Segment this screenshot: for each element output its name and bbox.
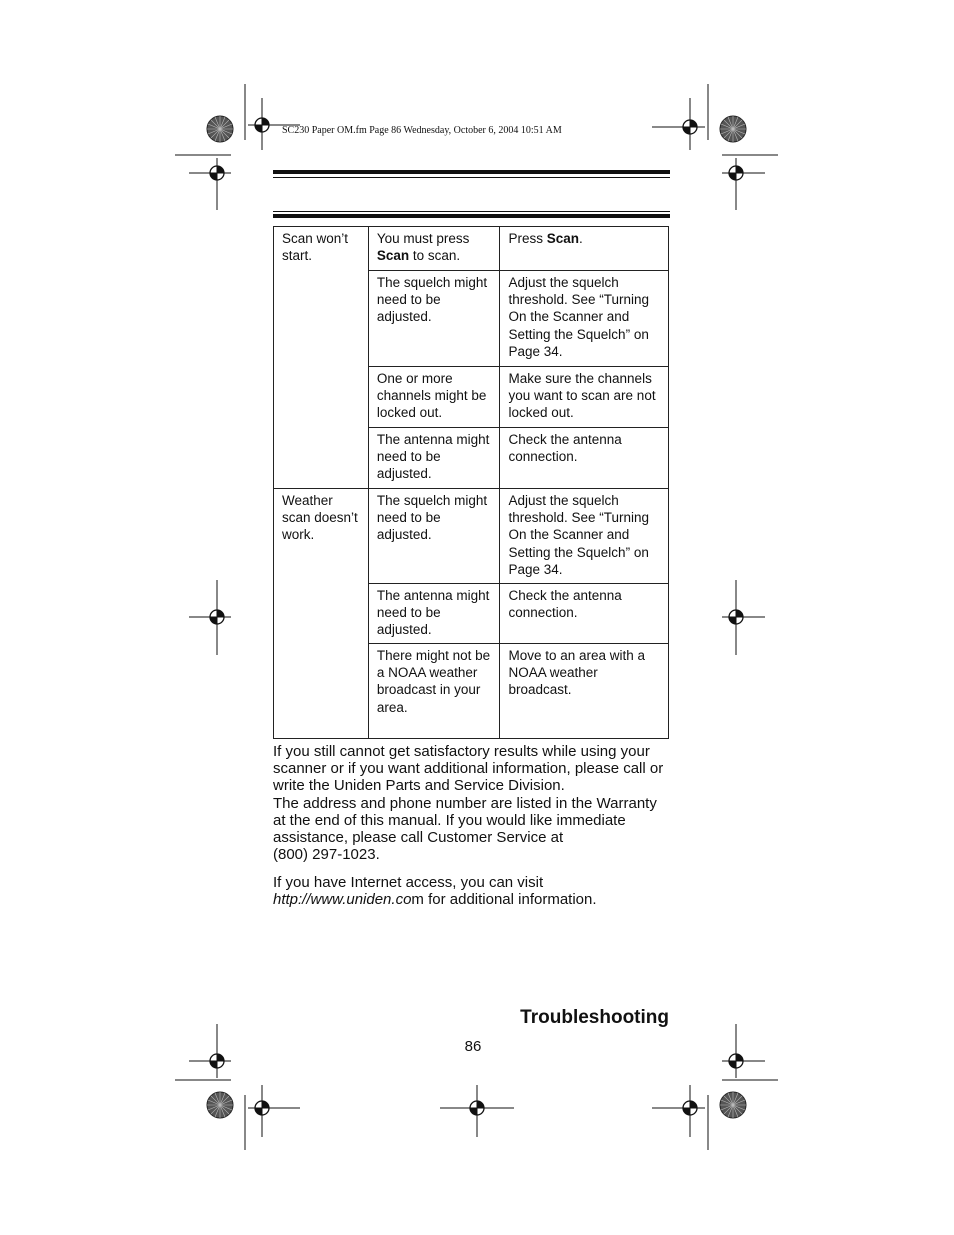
internet-paragraph: If you have Internet access, you can visit http://www.uniden.com for additional information.: [273, 874, 597, 909]
cause-cell: There might not be a NOAA weather broadcast in your area.: [368, 644, 500, 739]
file-slug-line: SC230 Paper OM.fm Page 86 Wednesday, October 6, 2004 10:51 AM: [282, 125, 562, 136]
solution-cell: Check the antenna connection.: [500, 428, 669, 489]
solution-cell: Move to an area with a NOAA weather broadcast.: [500, 644, 669, 739]
header-rule-thick: [273, 170, 670, 174]
registration-mark-icon: [189, 580, 231, 655]
table-top-rule-thin: [273, 211, 670, 212]
warranty-paragraph: The address and phone number are listed in the Warranty at the end of this manual. If you would like immediate assistance, please call Customer Service at: [273, 794, 657, 847]
solution-cell: Make sure the channels you want to scan are not locked out.: [500, 367, 669, 428]
problem-cell: Weather scan doesn’t work.: [274, 489, 369, 739]
registration-mark-icon: [175, 84, 300, 210]
phone-number: (800) 297-1023.: [273, 846, 380, 864]
body-paragraph: [273, 743, 673, 863]
solution-cell: Adjust the squelch threshold. See “Turning On the Scanner and Setting the Squelch” on Page 34.: [500, 489, 669, 584]
page-number: 86: [464, 1038, 482, 1055]
troubleshooting-table: [273, 226, 669, 739]
cause-cell: One or more channels might be locked out.: [368, 367, 500, 428]
registration-mark-icon: [652, 84, 778, 210]
registration-mark-icon: [440, 1085, 514, 1137]
registration-mark-icon: [175, 1024, 300, 1150]
cause-cell: The squelch might need to be adjusted.: [368, 271, 500, 367]
problem-cell: Scan won’t start.: [274, 227, 369, 489]
cause-cell: You must press Scan to scan.: [368, 227, 500, 271]
table-row: [274, 489, 669, 584]
solution-cell: Adjust the squelch threshold. See “Turning On the Scanner and Setting the Squelch” on Page 34.: [500, 271, 669, 367]
registration-mark-icon: [722, 580, 765, 655]
solution-cell: Check the antenna connection.: [500, 584, 669, 644]
solution-cell: Press Scan.: [500, 227, 669, 271]
cause-cell: The squelch might need to be adjusted.: [368, 489, 500, 584]
table-row: [274, 227, 669, 271]
header-rule-thin: [273, 177, 670, 178]
registration-mark-icon: [652, 1024, 778, 1150]
cause-cell: The antenna might need to be adjusted.: [368, 428, 500, 489]
section-title: Troubleshooting: [520, 1007, 669, 1028]
contact-paragraph: If you still cannot get satisfactory results while using your scanner or if you want additional information, please call or write the Uniden Parts and Service Division.: [273, 743, 664, 795]
cause-cell: The antenna might need to be adjusted.: [368, 584, 500, 644]
website-link[interactable]: http://www.uniden.co: [273, 891, 412, 909]
table-top-rule-thick: [273, 214, 670, 218]
